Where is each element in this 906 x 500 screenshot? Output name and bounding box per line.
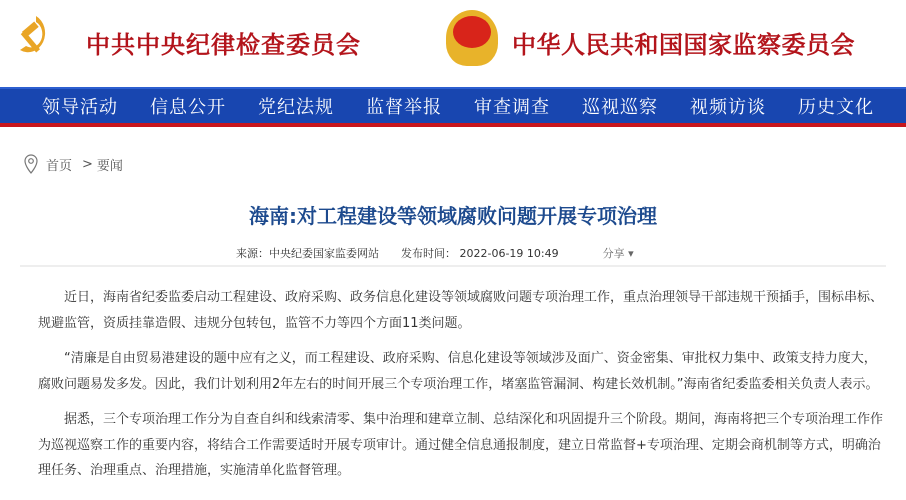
main-nav	[0, 87, 906, 123]
article-source: 来源：中央纪委国家监委网站	[236, 247, 379, 260]
breadcrumb-current[interactable]: 要闻	[96, 158, 123, 174]
paragraph: 据悉，三个专项治理工作分为自查自纠和线索清零、集中治理和建章立制、总结深化和巩固提升三个阶段。期间，海南将把三个专项治理工作作为巡视巡察工作的重要内容，将结合工作需要适时开展专项审计。通过健全信息通报制度，建立日常监督+专项治理、定期会商机制等方式，明确治理任务、治理重点、治理措施，实施清单化监督管理。	[38, 412, 884, 478]
nav-item[interactable]: 信息公开	[150, 97, 226, 118]
location-pin-icon	[24, 154, 38, 174]
org-name-ccdi: 中共中央纪律检查委员会	[86, 30, 361, 59]
nav-item[interactable]: 监督举报	[366, 97, 442, 118]
nav-item[interactable]: 党纪法规	[258, 97, 334, 118]
share-button[interactable]: 分享 ▾	[602, 247, 634, 260]
nav-item[interactable]: 历史文化	[798, 97, 874, 118]
site-header	[0, 0, 906, 87]
article-date: 发布时间： 2022-06-19 10:49	[401, 247, 559, 260]
org-name-nsc: 中华人民共和国国家监察委员会	[512, 30, 855, 59]
nav-item[interactable]: 审查调查	[474, 97, 550, 118]
article-meta	[236, 245, 634, 261]
article-body	[38, 285, 884, 494]
article-title: 海南:对工程建设等领域腐败问题开展专项治理	[249, 204, 657, 228]
breadcrumb-home[interactable]: 首页	[46, 158, 73, 174]
paragraph: “清廉是自由贸易港建设的题中应有之义，而工程建设、政府采购、信息化建设等领域涉及面广、资金密集、审批权力集中、政策支持力度大，腐败问题易发多发。因此，我们计划利用2年左右的时间开展三个专项治理工作，堵塞监管漏洞、构建长效机制。”海南省纪委监委相关负责人表示。	[38, 351, 879, 392]
breadcrumb	[24, 154, 123, 174]
breadcrumb-separator: >	[82, 156, 93, 172]
national-emblem-icon	[446, 10, 498, 66]
divider	[20, 265, 886, 267]
party-emblem-icon	[16, 12, 50, 62]
divider	[0, 123, 906, 127]
nav-item[interactable]: 巡视巡察	[582, 97, 658, 118]
nav-item[interactable]: 视频访谈	[690, 97, 766, 118]
paragraph: 近日，海南省纪委监委启动工程建设、政府采购、政务信息化建设等领域腐败问题专项治理工作，重点治理领导干部违规干预插手，围标串标、规避监管，资质挂靠造假、违规分包转包，监管不力等四个方面11类问题。	[38, 290, 884, 331]
nav-item[interactable]: 领导活动	[42, 97, 118, 118]
